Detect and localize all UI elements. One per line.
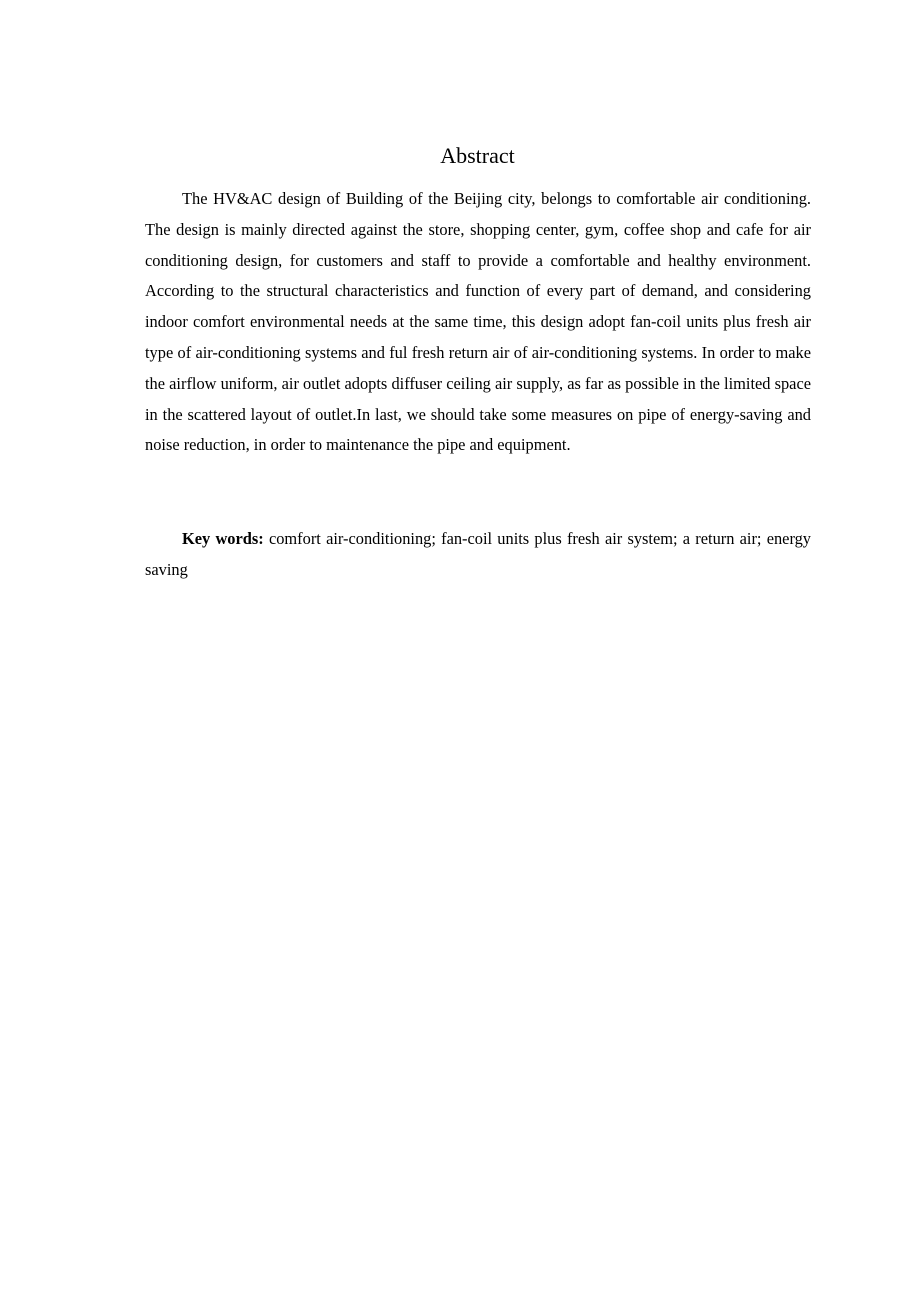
keywords-text: comfort air-conditioning; fan-coil units plus fresh air system; a return air; energy saving: [145, 529, 812, 579]
keywords-paragraph: [145, 524, 811, 586]
abstract-title: Abstract: [440, 143, 515, 168]
keywords-label: Key words:: [182, 529, 264, 548]
abstract-paragraph: The HV&AC design of Building of the Beijing city, belongs to comfortable air conditioning. The design is mainly directed against the store, shopping center, gym, coffee shop and cafe for air conditioning design, for customers and staff to provide a comfortable and healthy environment. According to the structural characteristics and function of every part of demand, and considering indoor comfort environmental needs at the same time, this design adopt fan-coil units plus fresh air type of air-conditioning systems and ful fresh return air of air-conditioning systems. In order to make the airflow uniform, air outlet adopts diffuser ceiling air supply, as far as possible in the limited space in the scattered layout of outlet.In last, we should take some measures on pipe of energy-saving and noise reduction, in order to maintenance the pipe and equipment.: [145, 189, 811, 455]
